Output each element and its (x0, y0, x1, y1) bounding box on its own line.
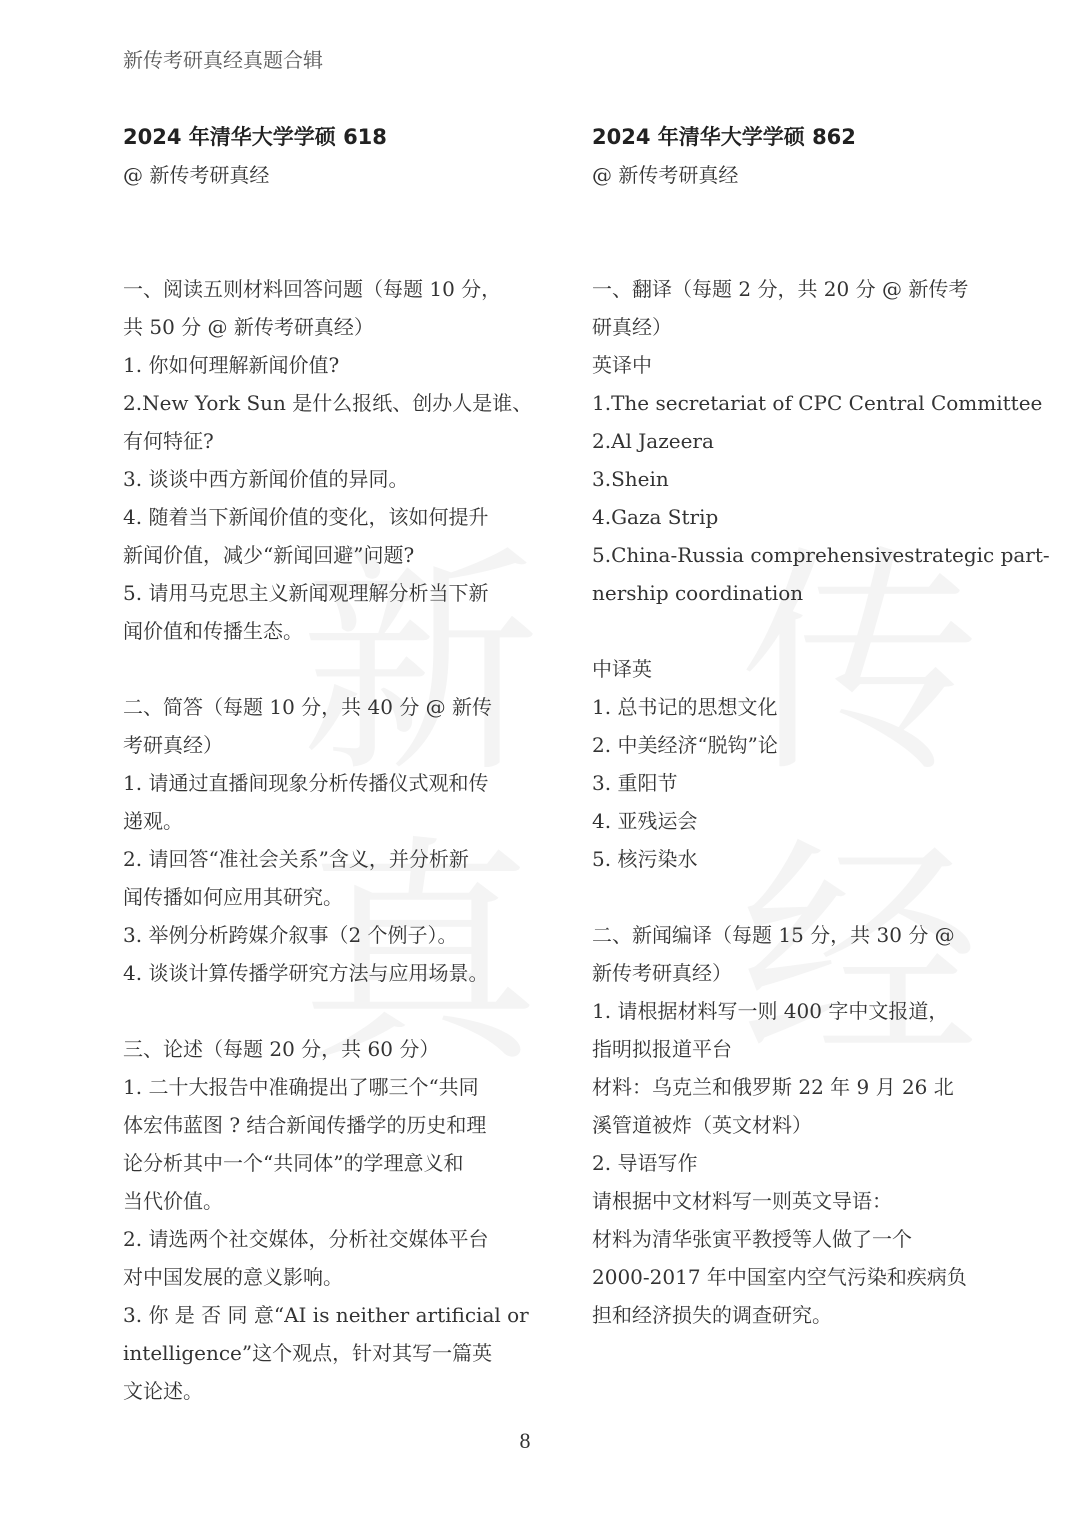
text-line: 有何特征? (123, 429, 214, 453)
left-question-lines (123, 156, 533, 1410)
text-line: 考研真经） (123, 733, 223, 757)
left-column (123, 118, 533, 1410)
text-line (592, 612, 992, 650)
text-line: 3.Shein (592, 467, 669, 491)
text-line: 4.Gaza Strip (592, 505, 719, 529)
text-line: 2.New York Sun 是什么报纸、创办人是谁、 (123, 391, 533, 415)
text-line: 中译英 (592, 657, 652, 681)
text-line: 论分析其中一个“共同体”的学理意义和 (123, 1151, 464, 1175)
text-line: 请根据中文材料写一则英文导语： (592, 1189, 892, 1213)
text-line: 文论述。 (123, 1379, 203, 1403)
text-line: 体宏伟蓝图 ? 结合新闻传播学的历史和理 (123, 1113, 487, 1137)
text-line: 5. 核污染水 (592, 847, 698, 871)
text-line: nership coordination (592, 581, 804, 605)
text-line (592, 232, 992, 270)
text-line: 研真经） (592, 315, 672, 339)
text-line: 2. 请选两个社交媒体，分析社交媒体平台 (123, 1227, 489, 1251)
text-line: 共 50 分 @ 新传考研真经） (123, 315, 374, 339)
text-line: 4. 随着当下新闻价值的变化，该如何提升 (123, 505, 489, 529)
text-line: 1. 你如何理解新闻价值? (123, 353, 340, 377)
text-line: 3. 谈谈中西方新闻价值的异同。 (123, 467, 409, 491)
right-column (592, 118, 1050, 1334)
text-line: 1. 二十大报告中准确提出了哪三个“共同 (123, 1075, 479, 1099)
page-number: 8 (519, 1428, 531, 1453)
text-line: 二、简答（每题 10 分，共 40 分 @ 新传 (123, 695, 493, 719)
right-question-lines (592, 156, 1050, 1334)
text-line: 2. 导语写作 (592, 1151, 698, 1175)
text-line: @ 新传考研真经 (123, 163, 270, 187)
text-line: @ 新传考研真经 (592, 163, 739, 187)
text-line: 一、翻译（每题 2 分，共 20 分 @ 新传考 (592, 277, 969, 301)
text-line: 当代价值。 (123, 1189, 223, 1213)
text-line: 5. 请用马克思主义新闻观理解分析当下新 (123, 581, 489, 605)
text-line: 2.Al Jazeera (592, 429, 714, 453)
text-line: 2000-2017 年中国室内空气污染和疾病负 (592, 1265, 967, 1289)
text-line (592, 194, 992, 232)
text-line: 材料为清华张寅平教授等人做了一个 (592, 1227, 912, 1251)
text-line: 新闻价值，减少“新闻回避”问题? (123, 543, 415, 567)
text-line: 1.The secretariat of CPC Central Committee (592, 391, 1043, 415)
text-line (123, 992, 523, 1030)
text-line: 对中国发展的意义影响。 (123, 1265, 343, 1289)
text-line: intelligence”这个观点，针对其写一篇英 (123, 1341, 493, 1365)
text-line: 二、新闻编译（每题 15 分，共 30 分 @ (592, 923, 955, 947)
running-header: 新传考研真经真题合辑 (123, 48, 323, 72)
text-line: 递观。 (123, 809, 183, 833)
text-line: 新传考研真经） (592, 961, 732, 985)
text-line: 担和经济损失的调查研究。 (592, 1303, 832, 1327)
text-line (123, 232, 523, 270)
right-exam-title: 2024 年清华大学学硕 862 (592, 125, 856, 149)
text-line: 2. 请回答“准社会关系”含义，并分析新 (123, 847, 469, 871)
text-line: 3. 举例分析跨媒介叙事（2 个例子）。 (123, 923, 458, 947)
text-line: 指明拟报道平台 (592, 1037, 732, 1061)
left-exam-title: 2024 年清华大学学硕 618 (123, 125, 387, 149)
text-line: 1. 请根据材料写一则 400 字中文报道， (592, 999, 949, 1023)
text-line: 2. 中美经济“脱钩”论 (592, 733, 778, 757)
text-line (592, 878, 992, 916)
text-line: 4. 亚残运会 (592, 809, 698, 833)
text-line: 溪管道被炸（英文材料） (592, 1113, 812, 1137)
text-line (123, 650, 523, 688)
text-line: 4. 谈谈计算传播学研究方法与应用场景。 (123, 961, 489, 985)
text-line: 3. 重阳节 (592, 771, 678, 795)
text-line: 5.China-Russia comprehensivestrategic part- (592, 543, 1050, 567)
text-line: 材料：乌克兰和俄罗斯 22 年 9 月 26 北 (592, 1075, 954, 1099)
text-line: 闻价值和传播生态。 (123, 619, 303, 643)
text-line: 闻传播如何应用其研究。 (123, 885, 343, 909)
text-line: 英译中 (592, 353, 652, 377)
text-line: 1. 总书记的思想文化 (592, 695, 778, 719)
text-line: 3. 你 是 否 同 意“AI is neither artificial or (123, 1303, 529, 1327)
text-line: 1. 请通过直播间现象分析传播仪式观和传 (123, 771, 489, 795)
text-line (123, 194, 523, 232)
text-line: 一、阅读五则材料回答问题（每题 10 分， (123, 277, 502, 301)
text-line: 三、论述（每题 20 分，共 60 分） (123, 1037, 440, 1061)
